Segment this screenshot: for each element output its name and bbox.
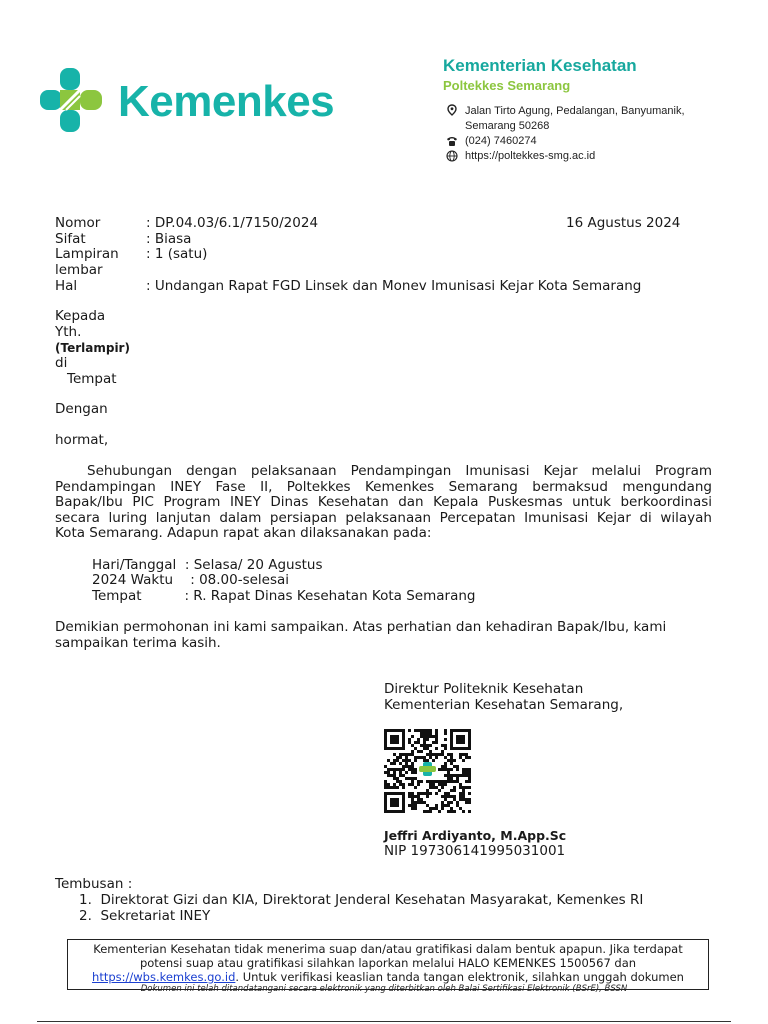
lembar-label: lembar: [55, 262, 103, 278]
hal-value: : Undangan Rapat FGD Linsek dan Monev Imunisasi Kejar Kota Semarang: [146, 278, 642, 294]
lampiran-label: Lampiran: [55, 246, 119, 262]
kemenkes-logo-mark: [38, 66, 104, 134]
website-link[interactable]: https://poltekkes-smg.ac.id: [465, 150, 596, 162]
letter-date: 16 Agustus 2024: [566, 215, 681, 231]
schedule-hari: Hari/Tanggal : Selasa/ 20 Agustus: [92, 557, 323, 573]
signatory-name: Jeffri Ardiyanto, M.App.Sc: [384, 828, 567, 843]
di-label: di: [55, 355, 68, 371]
tembusan-item-2: 2. Sekretariat INEY: [79, 908, 211, 924]
globe-icon: [446, 150, 458, 162]
tempat-label: Tempat: [67, 371, 117, 387]
hal-label: Hal: [55, 278, 78, 294]
org-subtitle: Poltekkes Semarang: [443, 78, 571, 93]
body-line-4: secara luring lanjutan dalam persiapan pelaksanaan Percepatan Imunisasi Kejar di wilayah: [55, 510, 712, 526]
address-line-2: Semarang 50268: [465, 120, 550, 132]
phone-number: (024) 7460274: [465, 135, 537, 147]
bottom-divider: [37, 1021, 731, 1022]
greeting-hormat: hormat,: [55, 432, 109, 448]
body-line-5: Kota Semarang. Adapun rapat akan dilaksanakan pada:: [55, 525, 432, 541]
body-line-3: Bapak/Ibu PIC Program INEY Dinas Kesehatan dan Kepala Puskesmas untuk berkoordinasi: [55, 494, 712, 510]
tembusan-item-1: 1. Direktorat Gizi dan KIA, Direktorat Jenderal Kesehatan Masyarakat, Kemenkes RI: [79, 892, 644, 908]
lampiran-value: : 1 (satu): [146, 246, 208, 262]
schedule-tempat: Tempat : R. Rapat Dinas Kesehatan Kota Semarang: [92, 588, 476, 604]
footer-line-3: https://wbs.kemkes.go.id. Untuk verifikasi keaslian tanda tangan elektronik, silahkan unggah dokumen: [92, 970, 684, 984]
body-line-2: Pendampingan INEY Fase II, Poltekkes Kemenkes Semarang bermaksud mengundang: [55, 479, 712, 495]
location-pin-icon: [446, 104, 458, 116]
yth-label: Yth.: [55, 324, 82, 340]
footer-line-1: Kementerian Kesehatan tidak menerima suap dan/atau gratifikasi dalam bentuk apapun. Jika terdapat: [93, 942, 683, 956]
schedule-waktu: 2024 Waktu : 08.00-selesai: [92, 572, 290, 588]
signatory-title-1: Direktur Politeknik Kesehatan: [384, 681, 584, 697]
phone-icon: [446, 135, 458, 147]
logo-wordmark: Kemenkes: [118, 77, 335, 126]
signatory-nip: NIP 197306141995031001: [384, 843, 566, 859]
terlampir-label: (Terlampir): [55, 341, 130, 355]
closing-line-1: Demikian permohonan ini kami sampaikan. Atas perhatian dan kehadiran Bapak/Ibu, kami: [55, 619, 667, 635]
signatory-title-2: Kementerian Kesehatan Semarang,: [384, 697, 624, 713]
footer-line-2: potensi suap atau gratifikasi silahkan laporkan melalui HALO KEMENKES 1500567 dan: [139, 956, 637, 970]
nomor-label: Nomor: [55, 215, 101, 231]
bsre-note: Dokumen ini telah ditandatangani secara elektronik yang diterbitkan oleh Balai Sertifikasi Elektronik (BSrE), BSSN: [140, 984, 628, 994]
nomor-value: : DP.04.03/6.1/7150/2024: [146, 215, 319, 231]
closing-line-2: sampaikan terima kasih.: [55, 635, 221, 651]
body-line-1: Sehubungan dengan pelaksanaan Pendampingan Imunisasi Kejar melalui Program: [87, 463, 712, 479]
wbs-link[interactable]: https://wbs.kemkes.go.id: [92, 970, 236, 984]
org-title: Kementerian Kesehatan: [443, 56, 637, 75]
kepada-label: Kepada: [55, 308, 106, 324]
tembusan-label: Tembusan :: [55, 876, 133, 892]
sifat-value: : Biasa: [146, 231, 192, 247]
greeting-dengan: Dengan: [55, 401, 108, 417]
sifat-label: Sifat: [55, 231, 86, 247]
address-line-1: Jalan Tirto Agung, Pedalangan, Banyumanik,: [465, 105, 685, 117]
signature-qr-code: [384, 729, 472, 813]
